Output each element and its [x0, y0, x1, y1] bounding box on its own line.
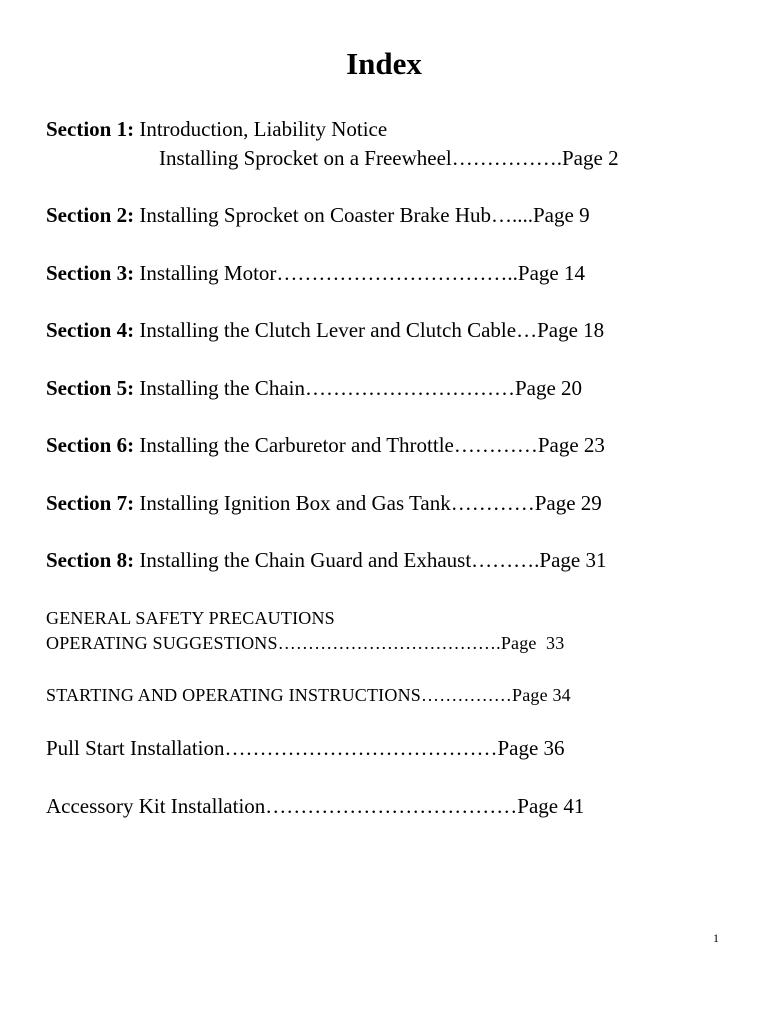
- index-entry-safety: [46, 606, 335, 630]
- entry-text: GENERAL SAFETY PRECAUTIONS: [46, 608, 335, 628]
- entry-text: Introduction, Liability Notice: [134, 117, 388, 141]
- entry-text: STARTING AND OPERATING INSTRUCTIONS……………Page 34: [46, 685, 571, 705]
- index-entry-section-2: [46, 201, 590, 229]
- entry-text: Installing the Chain Guard and Exhaust……….Page 31: [139, 548, 607, 572]
- section-label: Section 1:: [46, 117, 135, 141]
- section-label: Section 4:: [46, 318, 135, 342]
- index-entry-section-7: [46, 489, 602, 517]
- entry-text: Installing Sprocket on a Freewheel…………….Page 2: [159, 146, 619, 170]
- index-entry-starting-instructions: [46, 683, 571, 707]
- index-entry-section-5: [46, 374, 582, 402]
- page-number: 1: [713, 931, 719, 945]
- index-entry-section-1-sprocket: [159, 144, 619, 172]
- index-entry-section-6: [46, 431, 605, 459]
- entry-text: Accessory Kit Installation………………………………Page 41: [46, 794, 585, 818]
- entry-text: Installing the Clutch Lever and Clutch Cable…Page 18: [139, 318, 605, 342]
- section-label: Section 7:: [46, 491, 135, 515]
- entry-text: OPERATING SUGGESTIONS……………………………….Page 33: [46, 633, 565, 653]
- page-title: Index: [346, 46, 422, 81]
- index-entry-pull-start: [46, 734, 565, 762]
- index-entry-section-1: [46, 115, 387, 143]
- index-entry-section-8: [46, 546, 607, 574]
- section-label: Section 8:: [46, 548, 135, 572]
- index-entry-section-3: [46, 259, 585, 287]
- section-label: Section 5:: [46, 376, 135, 400]
- index-entry-operating-suggestions: [46, 631, 564, 655]
- entry-text: Installing Motor……………………………..Page 14: [139, 261, 585, 285]
- index-entry-section-4: [46, 316, 604, 344]
- section-label: Section 6:: [46, 433, 135, 457]
- index-entry-accessory-kit: [46, 792, 584, 820]
- entry-text: Installing Ignition Box and Gas Tank…………Page 29: [139, 491, 602, 515]
- section-label: Section 3:: [46, 261, 135, 285]
- entry-text: Pull Start Installation…………………………………Page 36: [46, 736, 565, 760]
- section-label: Section 2:: [46, 203, 135, 227]
- entry-text: Installing the Chain…………………………Page 20: [139, 376, 583, 400]
- entry-text: Installing the Carburetor and Throttle…………Page 23: [139, 433, 605, 457]
- entry-text: Installing Sprocket on Coaster Brake Hub…....Page 9: [139, 203, 590, 227]
